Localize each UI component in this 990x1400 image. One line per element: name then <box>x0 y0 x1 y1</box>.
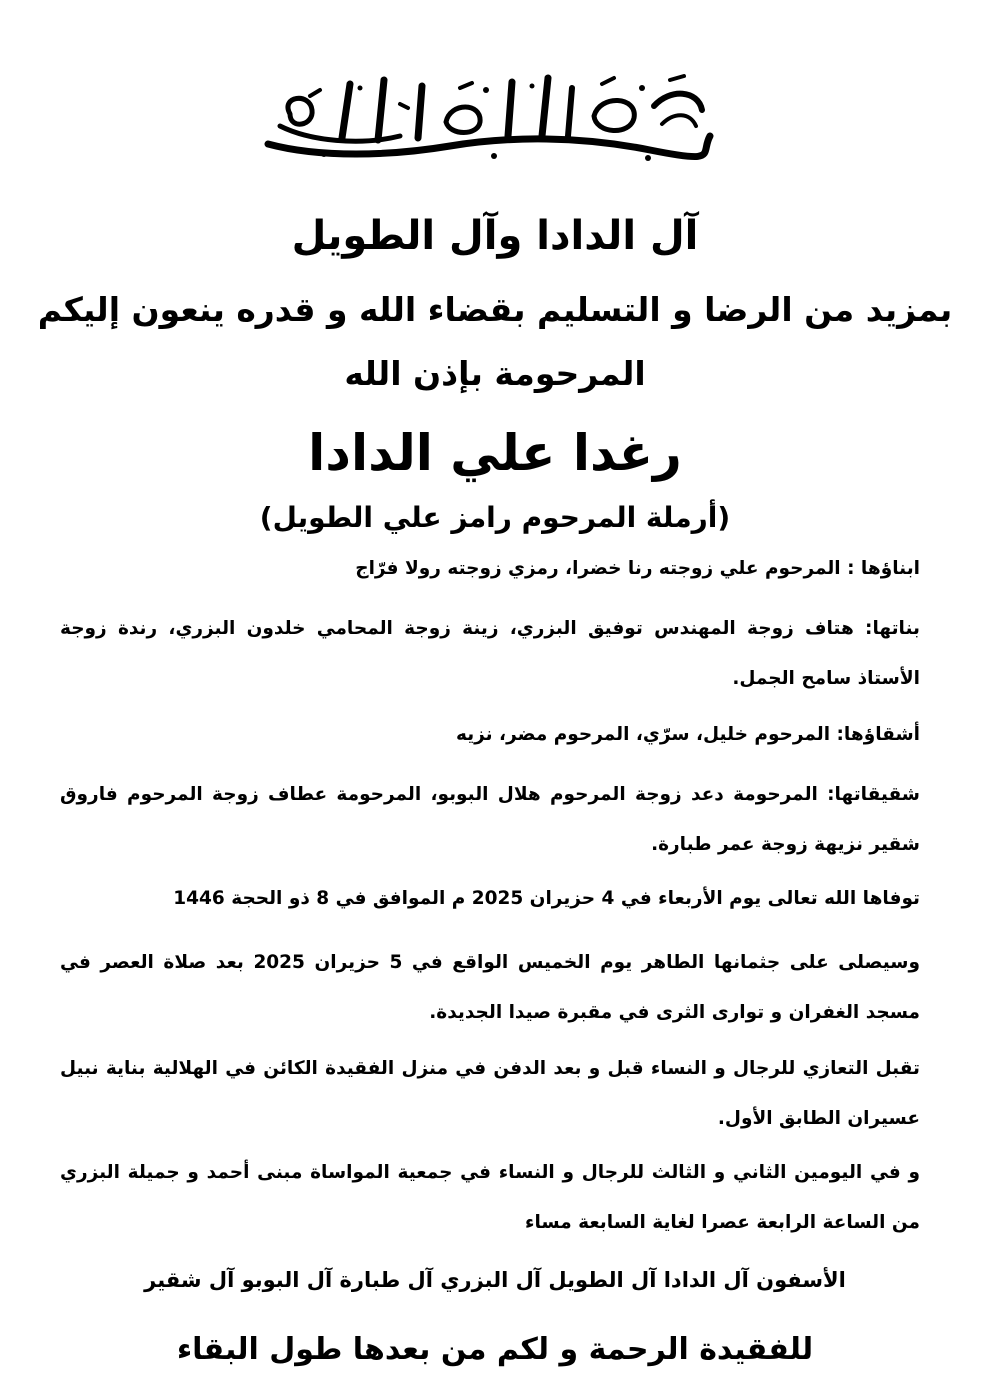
condolences-paragraph: تقبل التعازي للرجال و النساء قبل و بعد الدفن في منزل الفقيدة الكائن في الهلالية بناية نبيل عسيران الطابق الأول. <box>60 1058 920 1129</box>
daughters-paragraph: بناتها: هتاف زوجة المهندس توفيق البزري، زينة زوجة المحامي خلدون البزري، رندة زوجة الأستاذ سامح الجمل. <box>60 618 920 689</box>
closing-line: للفقيدة الرحمة و لكم من بعدها طول البقاء <box>176 1332 814 1367</box>
calligraphy-icon <box>250 66 720 166</box>
announcement-line-1: بمزيد من الرضا و التسليم بقضاء الله و قدره ينعون إليكم <box>37 290 953 329</box>
deceased-name: رغدا علي الدادا <box>308 424 682 482</box>
announcement-line-2: المرحومة بإذن الله <box>344 354 646 393</box>
sisters-paragraph: شقيقاتها: المرحومة دعد زوجة المرحوم هلال البوبو، المرحومة عطاف زوجة المرحوم فاروق شقير نزيهة زوجة عمر طبارة. <box>60 784 920 855</box>
condolence-days-paragraph: و في اليومين الثاني و الثالث للرجال و النساء في جمعية المواساة مبنى أحمد و جميلة البزري من الساعة الرابعة عصرا لغاية السابعة مساء <box>60 1162 920 1233</box>
widow-of-line: (أرملة المرحوم رامز علي الطويل) <box>259 501 731 534</box>
calligraphy-header-image <box>250 66 720 166</box>
funeral-paragraph: وسيصلى على جثمانها الطاهر يوم الخميس الواقع في 5 حزيران 2025 بعد صلاة العصر في مسجد الغفران و توارى الثرى في مقبرة صيدا الجديدة. <box>60 952 921 1023</box>
families-title: آل الدادا وآل الطويل <box>291 213 699 259</box>
death-date-paragraph: توفاها الله تعالى يوم الأربعاء في 4 حزيران 2025 م الموافق في 8 ذو الحجة 1446 <box>173 888 920 909</box>
sons-paragraph: ابناؤها : المرحوم علي زوجته رنا خضرا، رمزي زوجته رولا فرّاج <box>355 558 920 579</box>
brothers-paragraph: أشقاؤها: المرحوم خليل، سرّي، المرحوم مضر، نزيه <box>456 724 920 745</box>
calligraphy-text: سبحان الحي الذي لا يموت <box>479 124 491 125</box>
mourning-families-line: الأسفون آل الدادا آل الطويل آل البزري آل طبارة آل البوبو آل شقير <box>144 1268 846 1292</box>
